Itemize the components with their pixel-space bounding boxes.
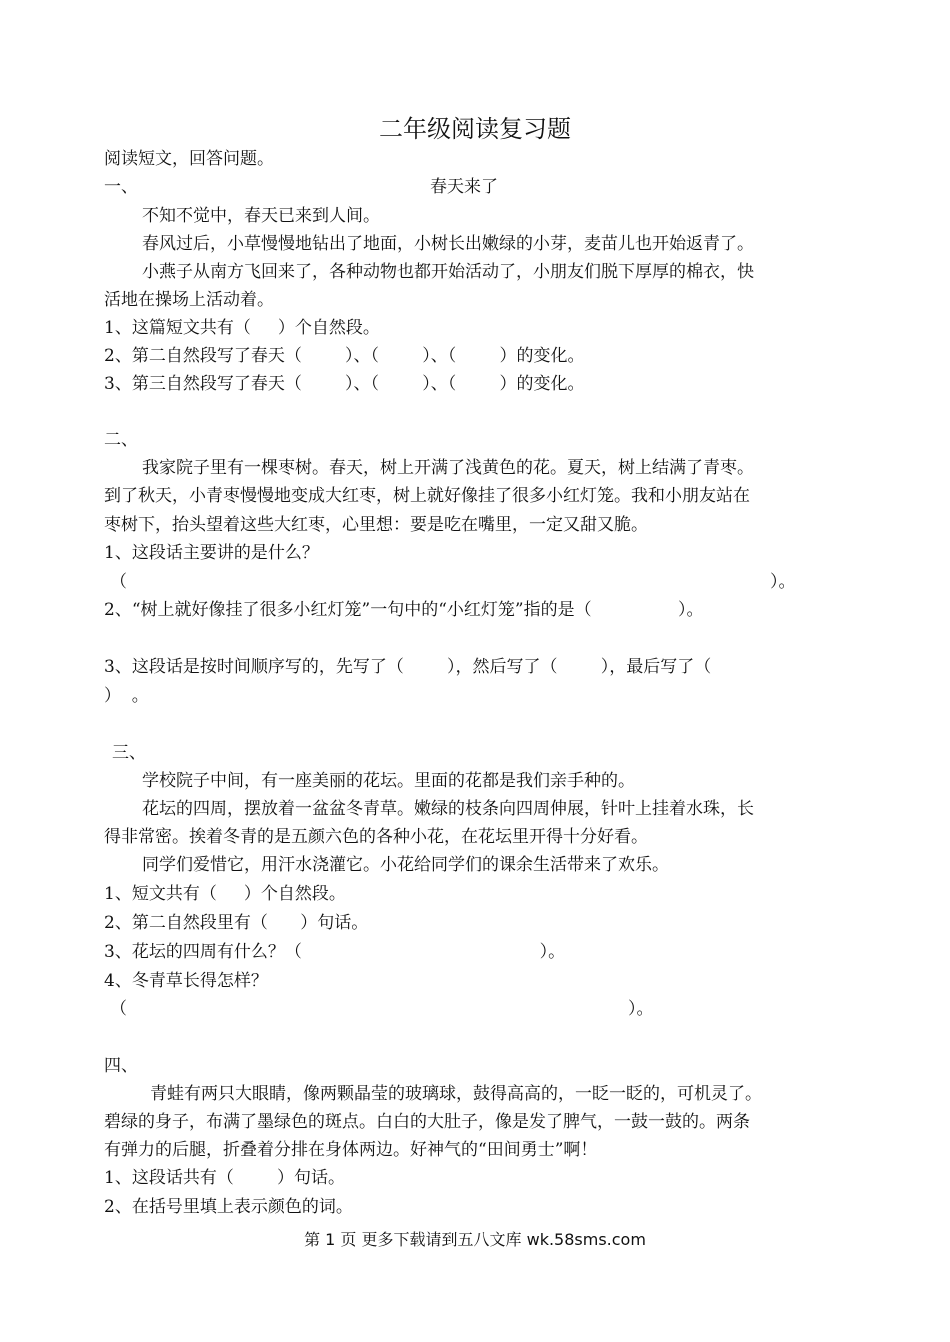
section-3-paragraph-3: 同学们爱惜它，用汗水浇灌它。小花给同学们的课余生活带来了欢乐。: [142, 855, 669, 875]
section-4-question-2: 2、在括号里填上表示颜色的词。: [104, 1197, 353, 1217]
section-1-number: 一、: [104, 177, 138, 197]
section-2-question-2: 2、“树上就好像挂了很多小红灯笼”一句中的“小红灯笼”指的是（ ）。: [104, 600, 704, 620]
section-2-paragraph-line-3: 枣树下，抬头望着这些大红枣，心里想：要是吃在嘴里，一定又甜又脆。: [104, 515, 648, 535]
section-3-question-2: 2、第二自然段里有（ ）句话。: [104, 913, 369, 933]
section-4-question-1: 1、这段话共有（ ）句话。: [104, 1168, 346, 1188]
section-4-paragraph-line-2: 碧绿的身子，布满了墨绿色的斑点。白白的大肚子，像是发了脾气，一鼓一鼓的。两条: [104, 1112, 750, 1132]
section-2-number: 二、: [104, 430, 138, 450]
section-3-paragraph-1: 学校院子中间，有一座美丽的花坛。里面的花都是我们亲手种的。: [142, 771, 635, 791]
page-footer: 第 1 页 更多下载请到五八文库 wk.58sms.com: [304, 1230, 646, 1249]
section-1-paragraph-3-line-2: 活地在操场上活动着。: [104, 290, 274, 310]
instruction: 阅读短文，回答问题。: [104, 149, 274, 169]
section-1-paragraph-3-line-1: 小燕子从南方飞回来了，各种动物也都开始活动了，小朋友们脱下厚厚的棉衣，快: [142, 262, 754, 282]
section-2-question-1: 1、这段话主要讲的是什么？: [104, 543, 319, 563]
section-1-heading: 春天来了: [430, 177, 498, 197]
section-2-question-3-line-1: 3、这段话是按时间顺序写的，先写了（ ），然后写了（ ），最后写了（: [104, 657, 712, 677]
section-4-number: 四、: [104, 1056, 138, 1076]
section-1-question-2: 2、第二自然段写了春天（ ）、（ ）、（ ）的变化。: [104, 346, 585, 366]
section-2-answer-1-open: （: [110, 572, 127, 592]
section-3-question-4: 4、冬青草长得怎样？: [104, 971, 268, 991]
section-3-question-3: 3、花坛的四周有什么？（ ）。: [104, 942, 566, 962]
section-4-paragraph-line-1: 青蛙有两只大眼睛，像两颗晶莹的玻璃球，鼓得高高的，一眨一眨的，可机灵了。: [150, 1084, 762, 1104]
section-3-paragraph-2-line-2: 得非常密。挨着冬青的是五颜六色的各种小花，在花坛里开得十分好看。: [104, 827, 648, 847]
page-title: 二年级阅读复习题: [379, 115, 571, 143]
section-2-answer-1-close: ）。: [770, 572, 796, 592]
section-3-number: 三、: [112, 743, 146, 763]
section-1-question-3: 3、第三自然段写了春天（ ）、（ ）、（ ）的变化。: [104, 374, 585, 394]
section-3-answer-4-close: ）。: [628, 999, 654, 1019]
section-1-paragraph-2: 春风过后，小草慢慢地钻出了地面，小树长出嫩绿的小芽，麦苗儿也开始返青了。: [142, 234, 754, 254]
section-4-paragraph-line-3: 有弹力的后腿，折叠着分排在身体两边。好神气的“田间勇士”啊！: [104, 1140, 598, 1160]
section-2-question-3-line-2: ） 。: [104, 686, 149, 706]
section-3-paragraph-2-line-1: 花坛的四周，摆放着一盆盆冬青草。嫩绿的枝条向四周伸展，针叶上挂着水珠，长: [142, 799, 754, 819]
section-1-paragraph-1: 不知不觉中，春天已来到人间。: [142, 206, 380, 226]
section-2-paragraph-line-2: 到了秋天，小青枣慢慢地变成大红枣，树上就好像挂了很多小红灯笼。我和小朋友站在: [104, 486, 750, 506]
section-2-paragraph-line-1: 我家院子里有一棵枣树。春天，树上开满了浅黄色的花。夏天，树上结满了青枣。: [142, 458, 754, 478]
section-3-question-1: 1、短文共有（ ）个自然段。: [104, 884, 346, 904]
section-1-question-1: 1、这篇短文共有（ ）个自然段。: [104, 318, 380, 338]
section-3-answer-4-open: （: [110, 999, 127, 1019]
